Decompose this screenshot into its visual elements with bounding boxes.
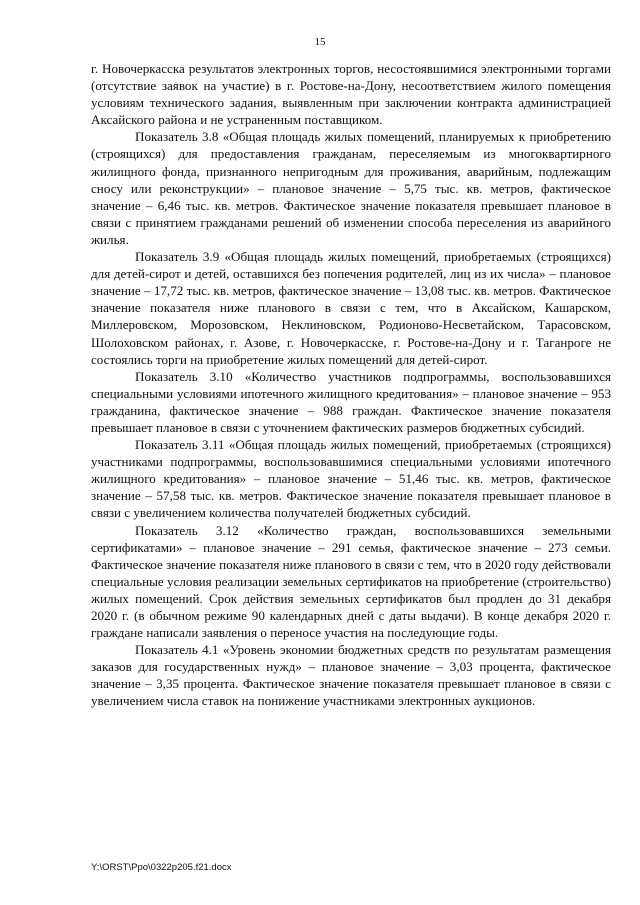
- paragraph-indicator-3-8: Показатель 3.8 «Общая площадь жилых помещений, планируемых к приобретению (строящихся) для предоставления гражданам, переселяемым из многоквартирного жилищного фонда, признанного непригодным для проживания, аварийным, подлежащим сносу или реконструкции» – плановое значение – 5,75 тыс. кв. метров, фактическое значение – 6,46 тыс. кв. метров. Фактическое значение показателя превышает плановое в связи с принятием гражданами решений об изменении способа переселения из аварийного жилья.: [91, 129, 611, 247]
- footer-file-path: Y:\ORST\Ppo\0322p205.f21.docx: [91, 862, 232, 873]
- paragraph-indicator-4-1: Показатель 4.1 «Уровень экономии бюджетных средств по результатам размещения заказов для государственных нужд» – плановое значение – 3,03 процента, фактическое значение – 3,35 процента. Фактическое значение показателя превышает плановое в связи с увеличением числа ставок на понижение участниками электронных аукционов.: [91, 642, 611, 709]
- paragraph-indicator-3-10: Показатель 3.10 «Количество участников подпрограммы, воспользовавшихся специальными условиями ипотечного жилищного кредитования» – плановое значение – 953 гражданина, фактическое значение – 988 граждан. Фактическое значение показателя превышает плановое в связи с уточнением фактических размеров бюджетных субсидий.: [91, 368, 611, 435]
- paragraph-indicator-3-9: Показатель 3.9 «Общая площадь жилых помещений, приобретаемых (строящихся) для детей-сирот и детей, оставшихся без попечения родителей, лиц из их числа» – плановое значение – 17,72 тыс. кв. метров, фактическое значение – 13,08 тыс. кв. метров. Фактическое значение показателя ниже планового в связи с тем, что в Аксайском, Кашарском, Миллеровском, Морозовском, Неклиновском, Родионово-Несветайском, Тарасовском, Шолоховском районах, г. Азове, г. Новочеркасске, г. Ростове-на-Дону и г. Таганроге не состоялись торги на приобретение жилых помещений для детей-сирот.: [91, 249, 611, 367]
- paragraph-indicator-3-11: Показатель 3.11 «Общая площадь жилых помещений, приобретаемых (строящихся) участниками подпрограммы, воспользовавшимися специальными условиями ипотечного жилищного кредитования» – плановое значение – 51,46 тыс. кв. метров, фактическое значение – 57,58 тыс. кв. метров. Фактическое значение показателя превышает плановое в связи с увеличением количества получателей бюджетных субсидий.: [91, 437, 611, 521]
- paragraph-indicator-3-12: Показатель 3.12 «Количество граждан, воспользовавшихся земельными сертификатами» – плановое значение – 291 семья, фактическое значение – 273 семьи. Фактическое значение показателя ниже планового в связи с тем, что в 2020 году действовали специальные условия реализации земельных сертификатов на приобретение (строительство) жилых помещений. Срок действия земельных сертификатов был продлен до 31 декабря 2020 г. (в обычном режиме 90 календарных дней с даты выдачи). В конце декабря 2020 г. граждане написали заявления о переносе участия на последующие годы.: [91, 522, 611, 641]
- paragraph-continuation: г. Новочеркасска результатов электронных торгов, несостоявшимися электронными торгами (отсутствие заявок на участие) в г. Ростове-на-Дону, несоответствием жилого помещения условиям технического задания, выявленным при заключении контракта администрацией Аксайского района и не устраненным поставщиком.: [91, 61, 611, 128]
- document-body: [91, 60, 611, 710]
- page-number: 15: [314, 36, 326, 48]
